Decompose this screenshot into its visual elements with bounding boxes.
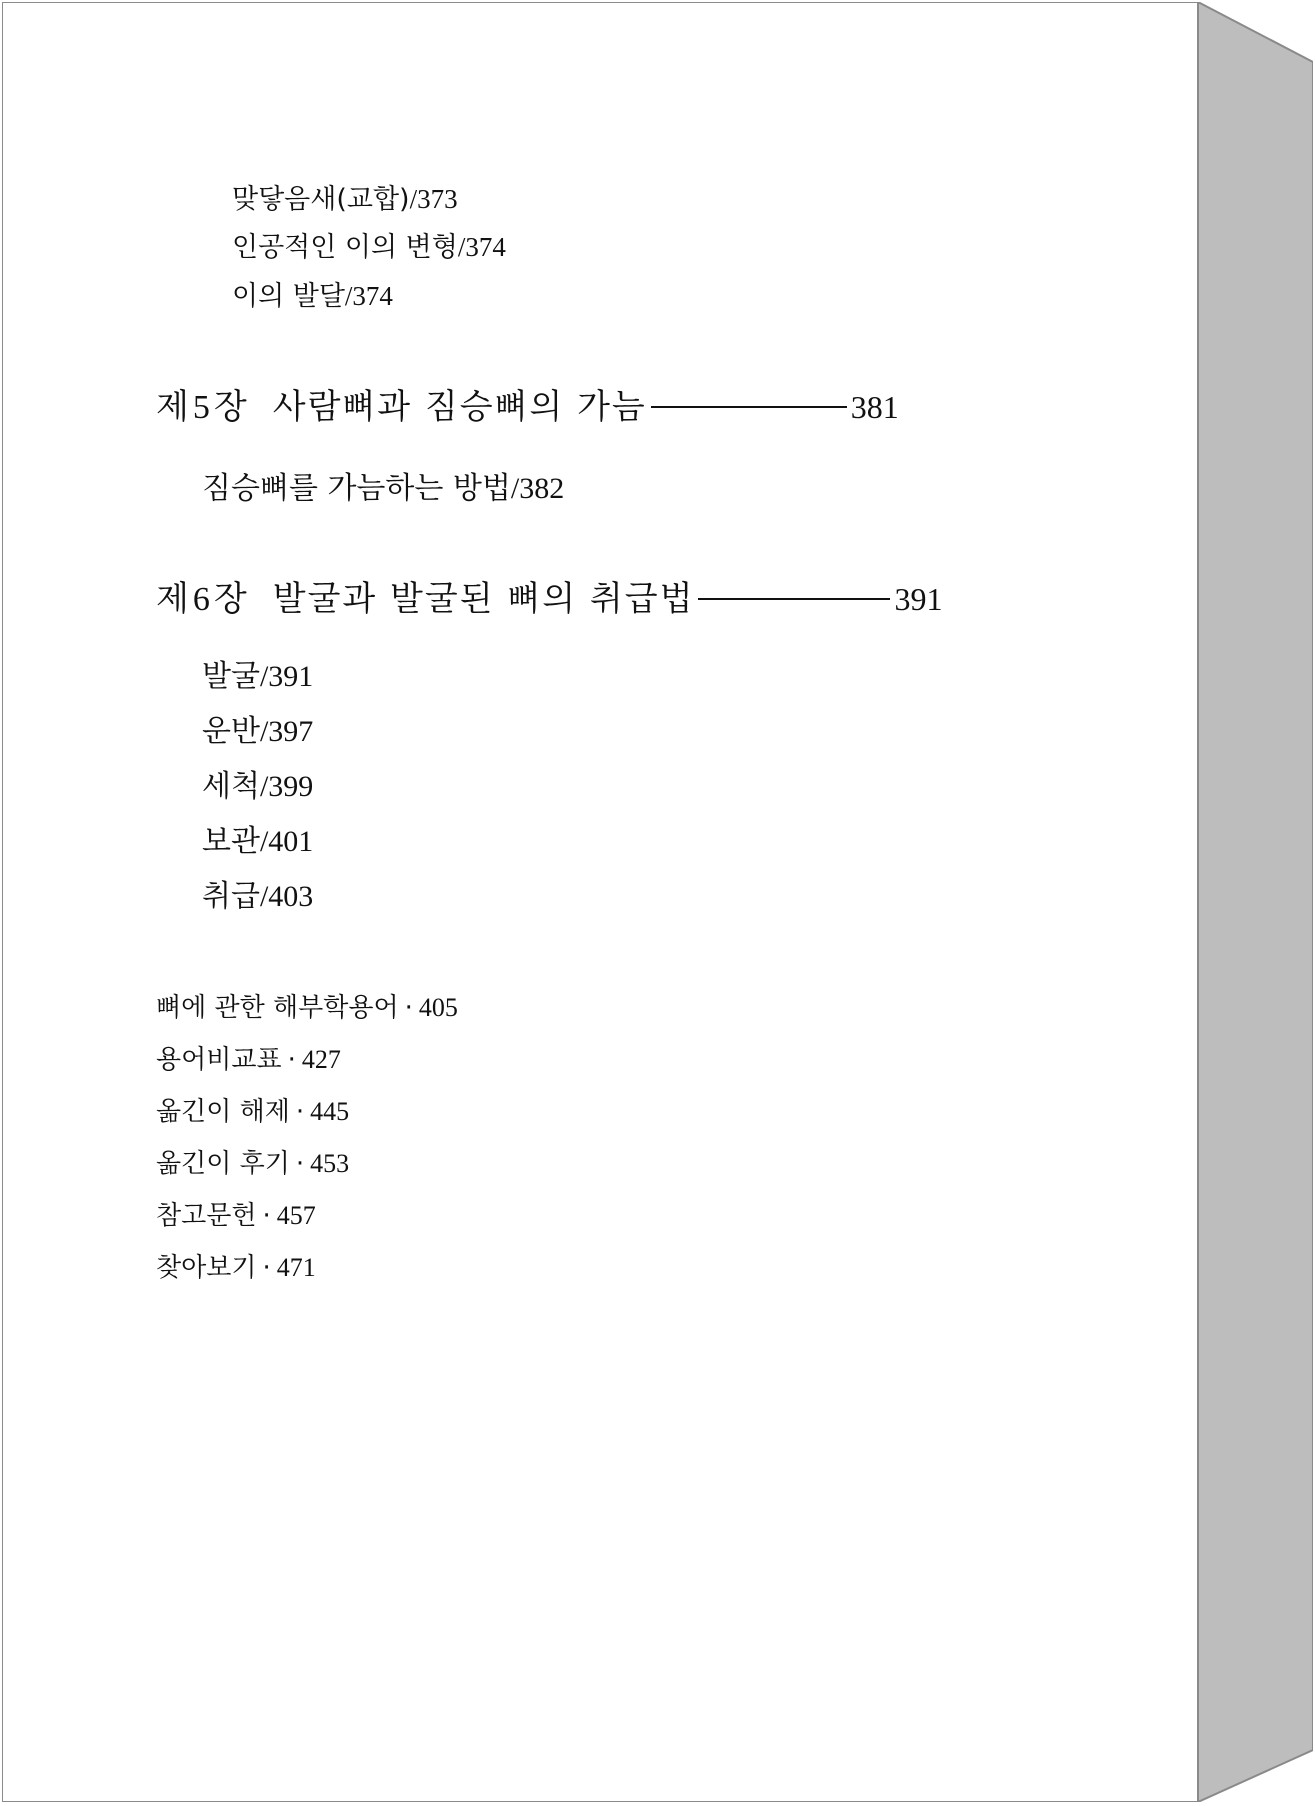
chapter-title: 발굴과 발굴된 뼈의 취급법 bbox=[272, 579, 695, 619]
back-matter-entry bbox=[156, 1255, 316, 1281]
toc-entry bbox=[232, 283, 393, 310]
chapter-page: 391 bbox=[894, 581, 943, 617]
toc-entry-page: /391 bbox=[259, 660, 314, 693]
chapter-page: 381 bbox=[850, 389, 899, 425]
chapter-6-heading bbox=[156, 579, 943, 619]
back-matter-page: 453 bbox=[310, 1149, 350, 1178]
separator-dot: · bbox=[404, 993, 413, 1023]
toc-entry bbox=[202, 824, 314, 859]
toc-entry-title: 발굴 bbox=[202, 659, 260, 694]
toc-entry-page: /374 bbox=[344, 281, 393, 311]
dotted-leader bbox=[651, 406, 847, 408]
separator-dot: · bbox=[262, 1201, 271, 1231]
toc-entry-page: /399 bbox=[259, 770, 314, 803]
back-matter-title: 용어비교표 bbox=[156, 1045, 282, 1075]
back-matter-entry bbox=[156, 1099, 349, 1125]
back-matter-title: 참고문헌 bbox=[156, 1201, 257, 1231]
book-thickness-edge bbox=[1198, 2, 1313, 1802]
toc-entry-page: /403 bbox=[259, 880, 314, 913]
chapter-suffix: 장 bbox=[213, 579, 247, 619]
toc-entry-title: 취급 bbox=[202, 879, 260, 914]
back-matter-title: 옮긴이 해제 bbox=[156, 1097, 290, 1127]
chapter-suffix: 장 bbox=[213, 387, 247, 427]
toc-entry bbox=[232, 234, 506, 261]
toc-entry-title: 이의 발달 bbox=[232, 281, 345, 312]
back-matter-entry bbox=[156, 995, 458, 1021]
chapter-number: 6 bbox=[192, 581, 210, 618]
toc-entry bbox=[202, 879, 314, 914]
toc-entry-title: 보관 bbox=[202, 824, 260, 859]
chapter-label: 제 bbox=[156, 579, 189, 619]
back-matter-title: 옮긴이 후기 bbox=[156, 1149, 290, 1179]
toc-entry bbox=[202, 714, 314, 749]
separator-dot: · bbox=[262, 1253, 271, 1283]
separator-dot: · bbox=[295, 1149, 305, 1179]
chapter-title: 사람뼈과 짐승뼈의 가늠 bbox=[272, 387, 647, 427]
dotted-leader bbox=[698, 598, 890, 600]
back-matter-page: 405 bbox=[418, 993, 458, 1022]
chapter-label: 제 bbox=[156, 387, 189, 427]
back-matter-entry bbox=[156, 1151, 349, 1177]
toc-entry-page: /374 bbox=[457, 232, 506, 262]
back-matter-entry bbox=[156, 1203, 316, 1229]
toc-entry-title: 인공적인 이의 변형 bbox=[232, 232, 458, 263]
back-matter-page: 427 bbox=[301, 1045, 341, 1074]
back-matter-title: 찾아보기 bbox=[156, 1253, 257, 1283]
toc-entry-title: 짐승뼈를 가늠하는 방법 bbox=[202, 471, 511, 506]
separator-dot: · bbox=[295, 1097, 305, 1127]
toc-entry-title: 맞닿음새(교합) bbox=[232, 184, 410, 215]
chapter-number: 5 bbox=[192, 389, 210, 426]
toc-entry bbox=[202, 659, 314, 694]
back-matter-page: 457 bbox=[276, 1201, 316, 1230]
toc-entry-page: /401 bbox=[259, 825, 314, 858]
toc-entry-title: 운반 bbox=[202, 714, 260, 749]
book-page bbox=[2, 2, 1198, 1802]
back-matter-page: 445 bbox=[310, 1097, 350, 1126]
toc-entry bbox=[202, 471, 565, 506]
toc-entry-title: 세척 bbox=[202, 769, 260, 804]
toc-entry bbox=[232, 186, 458, 213]
back-matter-entry bbox=[156, 1047, 341, 1073]
toc-entry bbox=[202, 769, 314, 804]
toc-entry-page: /373 bbox=[409, 184, 458, 214]
back-matter-page: 471 bbox=[276, 1253, 316, 1282]
toc-entry-page: /397 bbox=[259, 715, 314, 748]
toc-entry-page: /382 bbox=[510, 472, 565, 505]
chapter-5-heading bbox=[156, 387, 899, 427]
back-matter-title: 뼈에 관한 해부학용어 bbox=[156, 993, 399, 1023]
separator-dot: · bbox=[287, 1045, 296, 1075]
